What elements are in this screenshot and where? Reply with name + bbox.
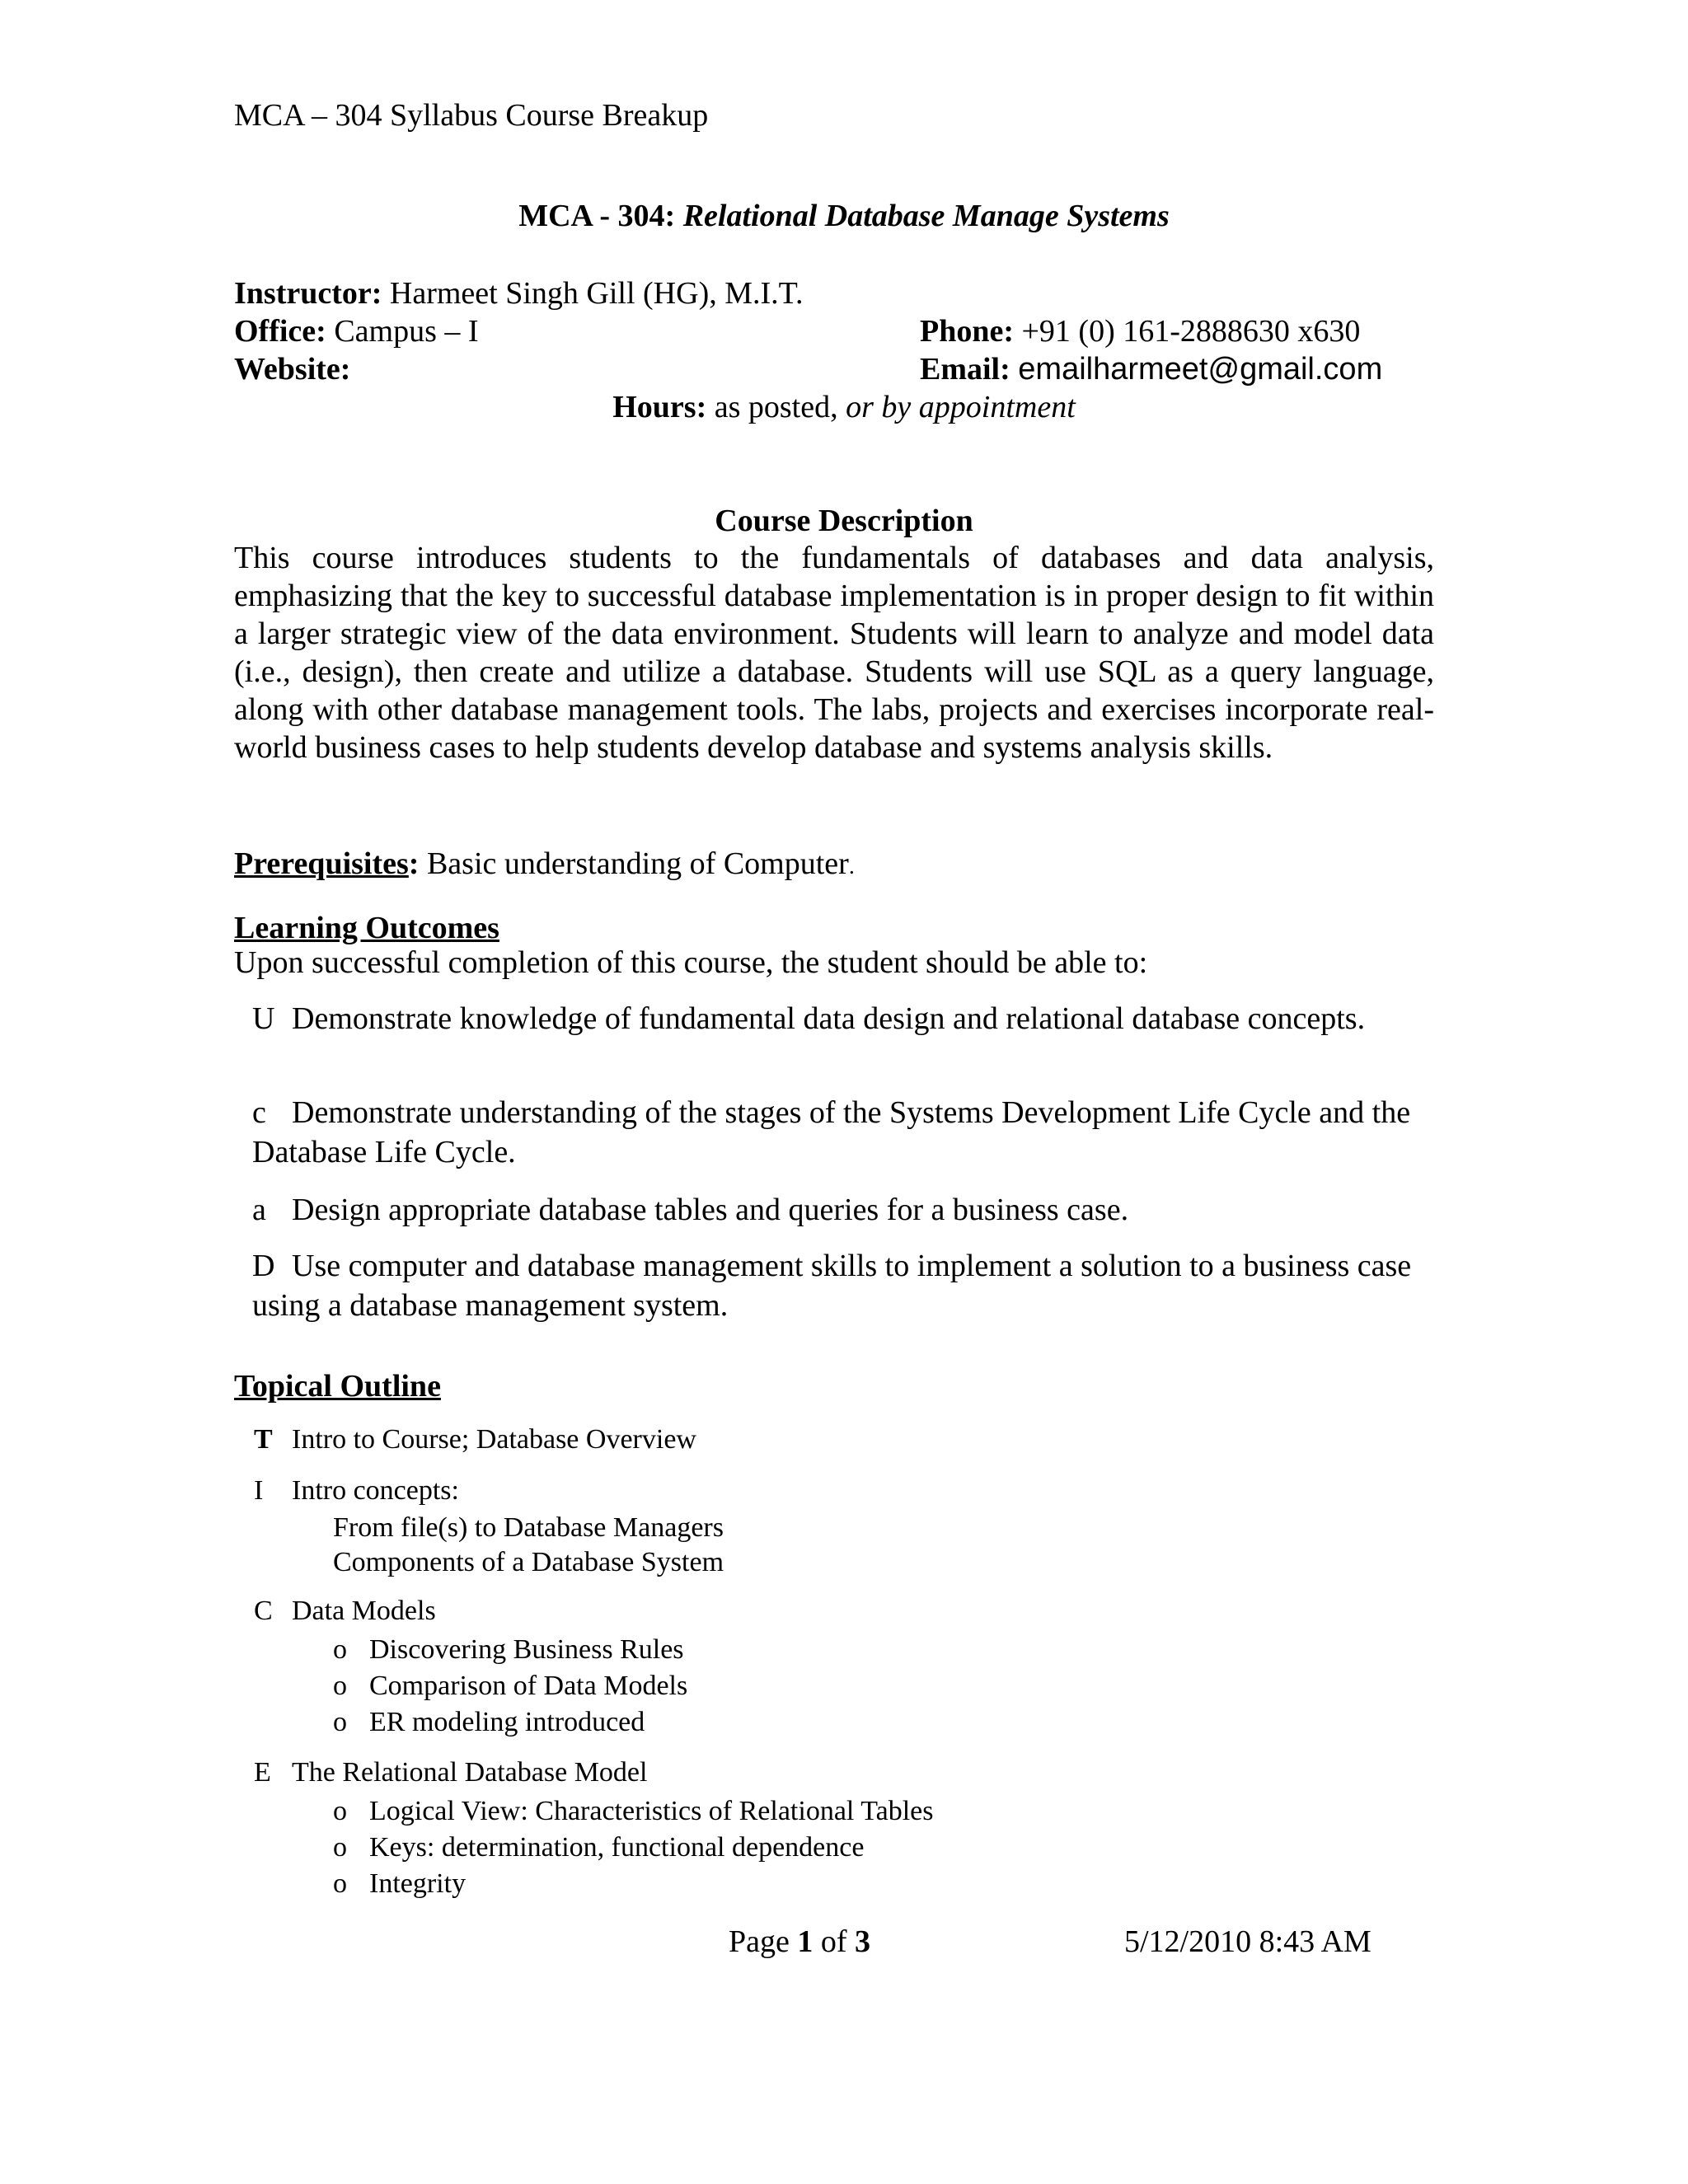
topical-outline-heading: Topical Outline	[234, 1369, 441, 1404]
email-link[interactable]: emailharmeet@gmail.com	[1018, 352, 1383, 387]
topic-bullet	[333, 1632, 684, 1668]
website-label: Website:	[234, 352, 351, 387]
outcome-item	[252, 1190, 1439, 1230]
prerequisites-text: Basic understanding of Computer	[426, 846, 849, 881]
website-line	[234, 351, 350, 387]
topic-marker: I	[254, 1475, 264, 1506]
page-header: MCA – 304 Syllabus Course Breakup	[234, 98, 709, 133]
outcome-item	[252, 1093, 1439, 1172]
outcome-item	[252, 999, 1439, 1038]
topic-item	[254, 1422, 696, 1457]
instructor-label: Instructor:	[234, 276, 382, 311]
office-value: Campus – I	[334, 314, 479, 349]
topic-subitem: Components of a Database System	[333, 1547, 724, 1577]
outcome-text: Demonstrate knowledge of fundamental data design and relational database concepts.	[292, 1001, 1366, 1036]
bullet-text: Integrity	[369, 1868, 467, 1899]
phone-value: +91 (0) 161-2888630 x630	[1021, 314, 1361, 349]
topic-text: Data Models	[292, 1596, 436, 1626]
bullet-text: Keys: determination, functional dependence	[369, 1832, 865, 1863]
outcome-marker: a	[252, 1193, 266, 1227]
topic-bullet	[333, 1793, 934, 1830]
print-timestamp: 5/12/2010 8:43 AM	[1124, 1924, 1372, 1959]
prerequisites-line	[234, 844, 855, 887]
topic-text: Intro to Course; Database Overview	[292, 1424, 696, 1455]
bullet-marker: o	[333, 1868, 347, 1899]
bullet-text: Comparison of Data Models	[369, 1671, 688, 1701]
hours-line	[0, 389, 1688, 425]
bullet-marker: o	[333, 1707, 347, 1737]
instructor-value: Harmeet Singh Gill (HG), M.I.T.	[389, 276, 804, 311]
outcome-text: Use computer and database management skills to implement a solution to a business case using a database management system.	[252, 1249, 1412, 1323]
hours-appointment: or by appointment	[846, 390, 1076, 424]
outcome-item	[252, 1246, 1439, 1325]
topic-marker: T	[254, 1424, 273, 1455]
bullet-marker: o	[333, 1796, 347, 1826]
phone-line	[920, 313, 1360, 349]
course-title	[0, 198, 1688, 234]
bullet-marker: o	[333, 1671, 347, 1701]
course-description-text: This course introduces students to the fundamentals of databases and data analysis, emphasizing that the key to successful database implementation is in proper design to fit within a larger strategic view of the data environment. Students will learn to analyze and model data (i.e., design), then create and utilize a database. Students will use SQL as a query language, along with other database management tools. The labs, projects and exercises incorporate real-world business cases to help students develop database and systems analysis skills.	[234, 541, 1434, 765]
office-line	[234, 313, 479, 349]
topic-bullet	[333, 1704, 645, 1741]
page-word: Page	[729, 1924, 790, 1959]
page-of: of	[820, 1924, 847, 1959]
topic-item	[254, 1594, 436, 1629]
bullet-text: ER modeling introduced	[369, 1707, 645, 1737]
topic-bullet	[333, 1830, 864, 1866]
learning-outcomes-heading: Learning Outcomes	[234, 911, 499, 945]
learning-outcomes-intro: Upon successful completion of this course, the student should be able to:	[234, 945, 1148, 980]
email-line	[920, 351, 1382, 387]
topic-text: Intro concepts:	[292, 1475, 459, 1506]
topic-marker: C	[254, 1596, 273, 1626]
office-label: Office:	[234, 314, 326, 349]
outcome-marker: D	[252, 1249, 275, 1283]
phone-label: Phone:	[920, 314, 1014, 349]
topic-item	[254, 1755, 647, 1790]
outcome-text: Design appropriate database tables and queries for a business case.	[292, 1193, 1129, 1227]
course-name: Relational Database Manage Systems	[682, 199, 1170, 233]
page-number	[729, 1924, 870, 1960]
course-code: MCA - 304:	[518, 199, 676, 233]
course-description-heading: Course Description	[715, 504, 973, 538]
bullet-text: Discovering Business Rules	[369, 1634, 684, 1665]
topic-bullet	[333, 1866, 466, 1902]
email-label: Email:	[920, 352, 1010, 387]
prerequisites-colon: :	[408, 846, 420, 881]
page-total: 3	[855, 1924, 871, 1959]
topic-marker: E	[254, 1757, 271, 1788]
prerequisites-dot: .	[848, 854, 855, 879]
bullet-marker: o	[333, 1634, 347, 1665]
instructor-line	[234, 275, 804, 312]
bullet-text: Logical View: Characteristics of Relational Tables	[369, 1796, 934, 1826]
topic-bullet	[333, 1668, 687, 1704]
outcome-marker: U	[252, 1001, 275, 1036]
bullet-marker: o	[333, 1832, 347, 1863]
topic-text: The Relational Database Model	[292, 1757, 648, 1788]
outcome-marker: c	[252, 1095, 266, 1130]
topic-item	[254, 1474, 459, 1508]
prerequisites-label: Prerequisites	[234, 846, 409, 881]
outcome-text: Demonstrate understanding of the stages of the Systems Development Life Cycle and the Database Life Cycle.	[252, 1095, 1411, 1169]
page-current: 1	[797, 1924, 814, 1959]
topic-subitem: From file(s) to Database Managers	[333, 1512, 724, 1543]
hours-value: as posted,	[714, 390, 838, 424]
hours-label: Hours:	[612, 390, 707, 424]
